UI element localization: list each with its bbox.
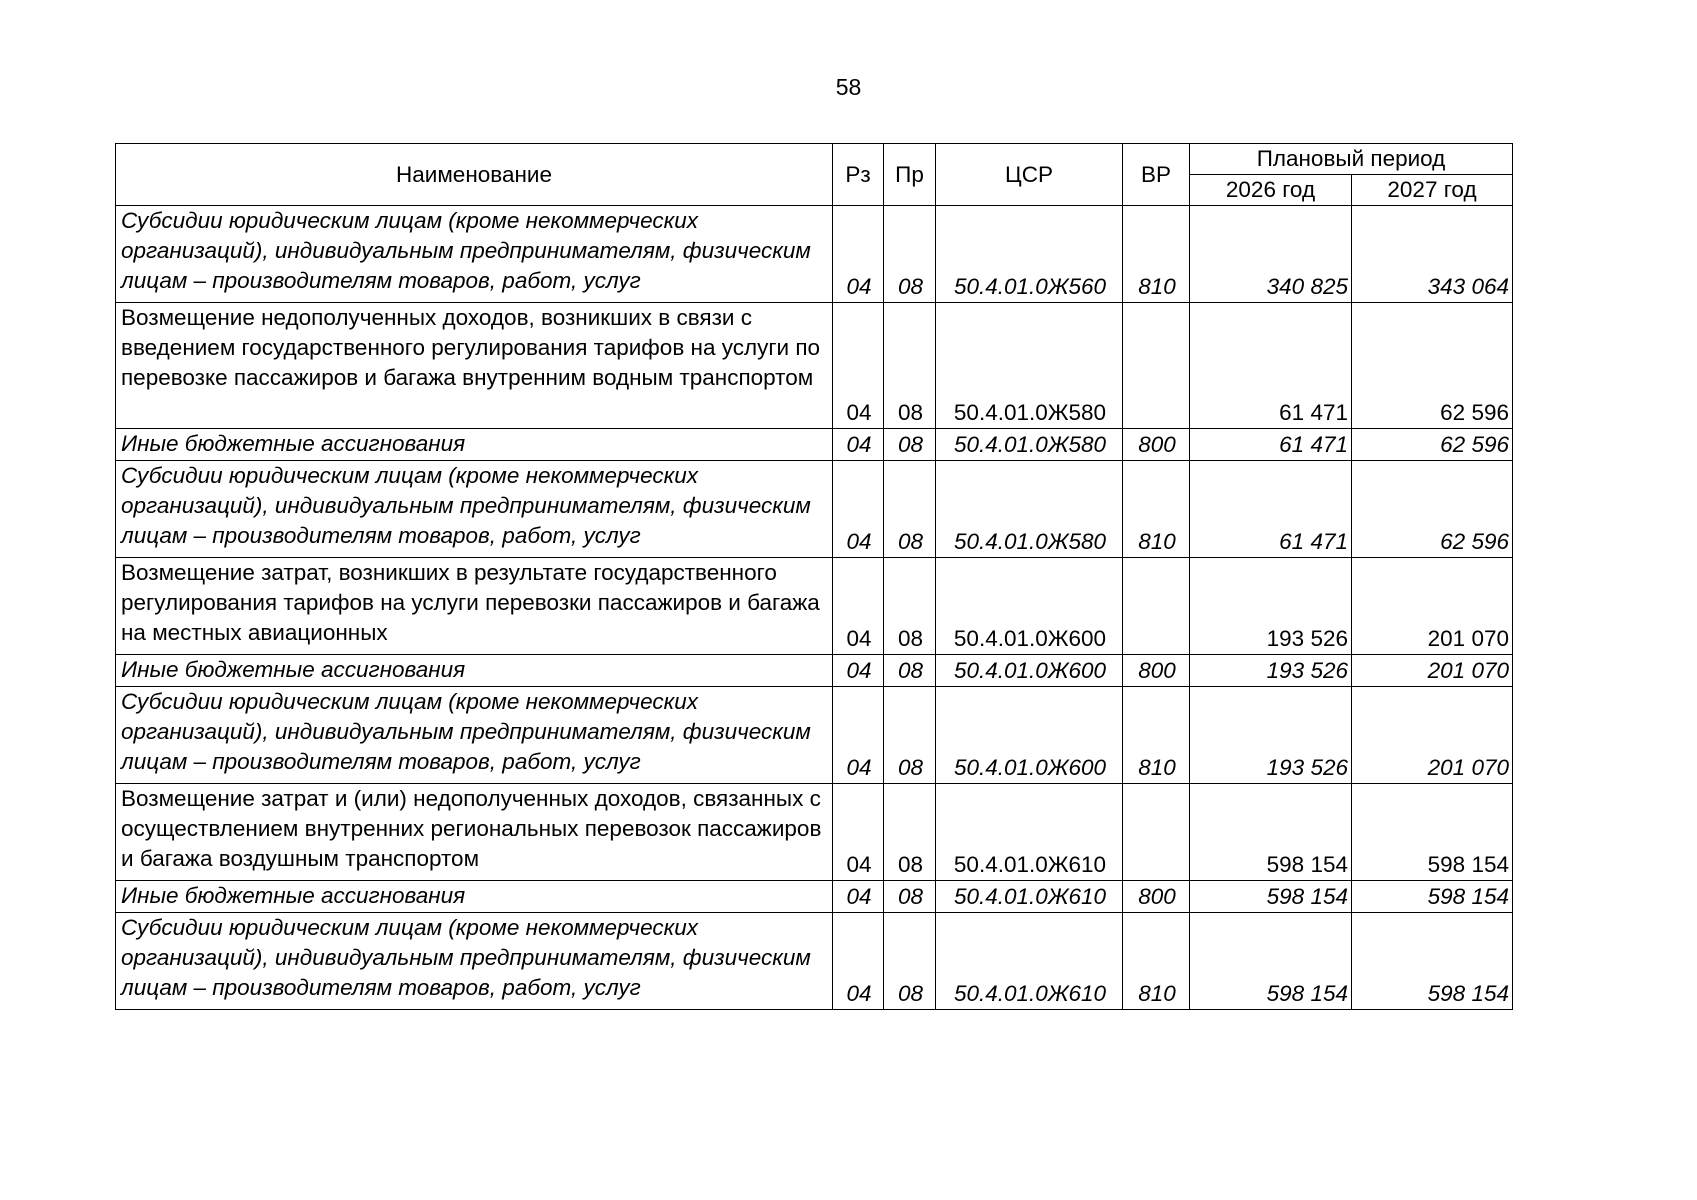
row-name-cell: Иные бюджетные ассигнования bbox=[116, 429, 833, 461]
table-row bbox=[116, 206, 1513, 303]
row-csr-cell: 50.4.01.0Ж580 bbox=[936, 303, 1123, 429]
header-csr: ЦСР bbox=[936, 144, 1123, 206]
table-row bbox=[116, 913, 1513, 1010]
row-amount-2027-cell: 598 154 bbox=[1352, 913, 1513, 1010]
row-vr-cell: 810 bbox=[1123, 687, 1190, 784]
row-amount-2027-cell: 598 154 bbox=[1352, 784, 1513, 881]
row-csr-cell: 50.4.01.0Ж610 bbox=[936, 913, 1123, 1010]
header-rz: Рз bbox=[833, 144, 884, 206]
row-rz-cell: 04 bbox=[833, 687, 884, 784]
budget-table bbox=[115, 143, 1513, 1010]
row-rz-cell: 04 bbox=[833, 655, 884, 687]
row-amount-2027-cell: 598 154 bbox=[1352, 881, 1513, 913]
header-year-2026: 2026 год bbox=[1190, 175, 1352, 206]
row-name-cell: Субсидии юридическим лицам (кроме некоммерческих организаций), индивидуальным предпринимателям, физическим лицам – производителям товаров, работ, услуг bbox=[116, 461, 833, 558]
row-name-cell: Возмещение затрат, возникших в результате государственного регулирования тарифов на услуги перевозки пассажиров и багажа на местных авиационных bbox=[116, 558, 833, 655]
row-csr-cell: 50.4.01.0Ж600 bbox=[936, 655, 1123, 687]
row-name-cell: Возмещение затрат и (или) недополученных доходов, связанных с осуществлением внутренних региональных перевозок пассажиров и багажа воздушным транспортом bbox=[116, 784, 833, 881]
header-name: Наименование bbox=[116, 144, 833, 206]
row-name-cell: Субсидии юридическим лицам (кроме некоммерческих организаций), индивидуальным предпринимателям, физическим лицам – производителям товаров, работ, услуг bbox=[116, 206, 833, 303]
header-pr: Пр bbox=[884, 144, 936, 206]
row-rz-cell: 04 bbox=[833, 303, 884, 429]
row-amount-2027-cell: 62 596 bbox=[1352, 461, 1513, 558]
row-amount-2027-cell: 201 070 bbox=[1352, 687, 1513, 784]
row-amount-2026-cell: 598 154 bbox=[1190, 913, 1352, 1010]
row-rz-cell: 04 bbox=[833, 206, 884, 303]
row-amount-2027-cell: 343 064 bbox=[1352, 206, 1513, 303]
row-name-cell: Иные бюджетные ассигнования bbox=[116, 655, 833, 687]
row-amount-2026-cell: 61 471 bbox=[1190, 429, 1352, 461]
row-amount-2026-cell: 61 471 bbox=[1190, 461, 1352, 558]
row-pr-cell: 08 bbox=[884, 206, 936, 303]
row-pr-cell: 08 bbox=[884, 881, 936, 913]
row-amount-2026-cell: 598 154 bbox=[1190, 784, 1352, 881]
row-csr-cell: 50.4.01.0Ж580 bbox=[936, 429, 1123, 461]
row-pr-cell: 08 bbox=[884, 303, 936, 429]
row-amount-2026-cell: 340 825 bbox=[1190, 206, 1352, 303]
header-year-2027: 2027 год bbox=[1352, 175, 1513, 206]
table-body bbox=[116, 206, 1513, 1010]
row-pr-cell: 08 bbox=[884, 913, 936, 1010]
row-vr-cell: 810 bbox=[1123, 461, 1190, 558]
row-pr-cell: 08 bbox=[884, 784, 936, 881]
table-row bbox=[116, 784, 1513, 881]
row-rz-cell: 04 bbox=[833, 881, 884, 913]
row-vr-cell: 810 bbox=[1123, 913, 1190, 1010]
row-vr-cell: 810 bbox=[1123, 206, 1190, 303]
table-row bbox=[116, 303, 1513, 429]
row-csr-cell: 50.4.01.0Ж580 bbox=[936, 461, 1123, 558]
row-pr-cell: 08 bbox=[884, 558, 936, 655]
row-amount-2026-cell: 193 526 bbox=[1190, 558, 1352, 655]
row-amount-2027-cell: 201 070 bbox=[1352, 558, 1513, 655]
row-amount-2026-cell: 193 526 bbox=[1190, 655, 1352, 687]
table-row bbox=[116, 461, 1513, 558]
row-csr-cell: 50.4.01.0Ж610 bbox=[936, 784, 1123, 881]
row-amount-2027-cell: 62 596 bbox=[1352, 429, 1513, 461]
row-rz-cell: 04 bbox=[833, 429, 884, 461]
row-vr-cell: 800 bbox=[1123, 429, 1190, 461]
row-vr-cell: 800 bbox=[1123, 881, 1190, 913]
row-vr-cell bbox=[1123, 558, 1190, 655]
row-amount-2026-cell: 193 526 bbox=[1190, 687, 1352, 784]
row-vr-cell bbox=[1123, 784, 1190, 881]
table-row bbox=[116, 655, 1513, 687]
row-pr-cell: 08 bbox=[884, 655, 936, 687]
row-pr-cell: 08 bbox=[884, 429, 936, 461]
row-csr-cell: 50.4.01.0Ж600 bbox=[936, 687, 1123, 784]
row-csr-cell: 50.4.01.0Ж600 bbox=[936, 558, 1123, 655]
row-rz-cell: 04 bbox=[833, 558, 884, 655]
table-row bbox=[116, 881, 1513, 913]
row-name-cell: Возмещение недополученных доходов, возникших в связи с введением государственного регулирования тарифов на услуги по перевозке пассажиров и багажа внутренним водным транспортом bbox=[116, 303, 833, 429]
row-rz-cell: 04 bbox=[833, 461, 884, 558]
table-row bbox=[116, 558, 1513, 655]
table-row bbox=[116, 687, 1513, 784]
page-number: 58 bbox=[835, 74, 862, 100]
row-amount-2027-cell: 62 596 bbox=[1352, 303, 1513, 429]
table-row bbox=[116, 429, 1513, 461]
row-amount-2026-cell: 61 471 bbox=[1190, 303, 1352, 429]
row-rz-cell: 04 bbox=[833, 913, 884, 1010]
row-vr-cell bbox=[1123, 303, 1190, 429]
row-csr-cell: 50.4.01.0Ж560 bbox=[936, 206, 1123, 303]
row-name-cell: Субсидии юридическим лицам (кроме некоммерческих организаций), индивидуальным предпринимателям, физическим лицам – производителям товаров, работ, услуг bbox=[116, 687, 833, 784]
row-amount-2027-cell: 201 070 bbox=[1352, 655, 1513, 687]
row-rz-cell: 04 bbox=[833, 784, 884, 881]
row-name-cell: Субсидии юридическим лицам (кроме некоммерческих организаций), индивидуальным предпринимателям, физическим лицам – производителям товаров, работ, услуг bbox=[116, 913, 833, 1010]
row-vr-cell: 800 bbox=[1123, 655, 1190, 687]
header-vr: ВР bbox=[1123, 144, 1190, 206]
row-amount-2026-cell: 598 154 bbox=[1190, 881, 1352, 913]
row-name-cell: Иные бюджетные ассигнования bbox=[116, 881, 833, 913]
row-pr-cell: 08 bbox=[884, 461, 936, 558]
header-planned-period: Плановый период bbox=[1190, 144, 1513, 175]
row-csr-cell: 50.4.01.0Ж610 bbox=[936, 881, 1123, 913]
row-pr-cell: 08 bbox=[884, 687, 936, 784]
